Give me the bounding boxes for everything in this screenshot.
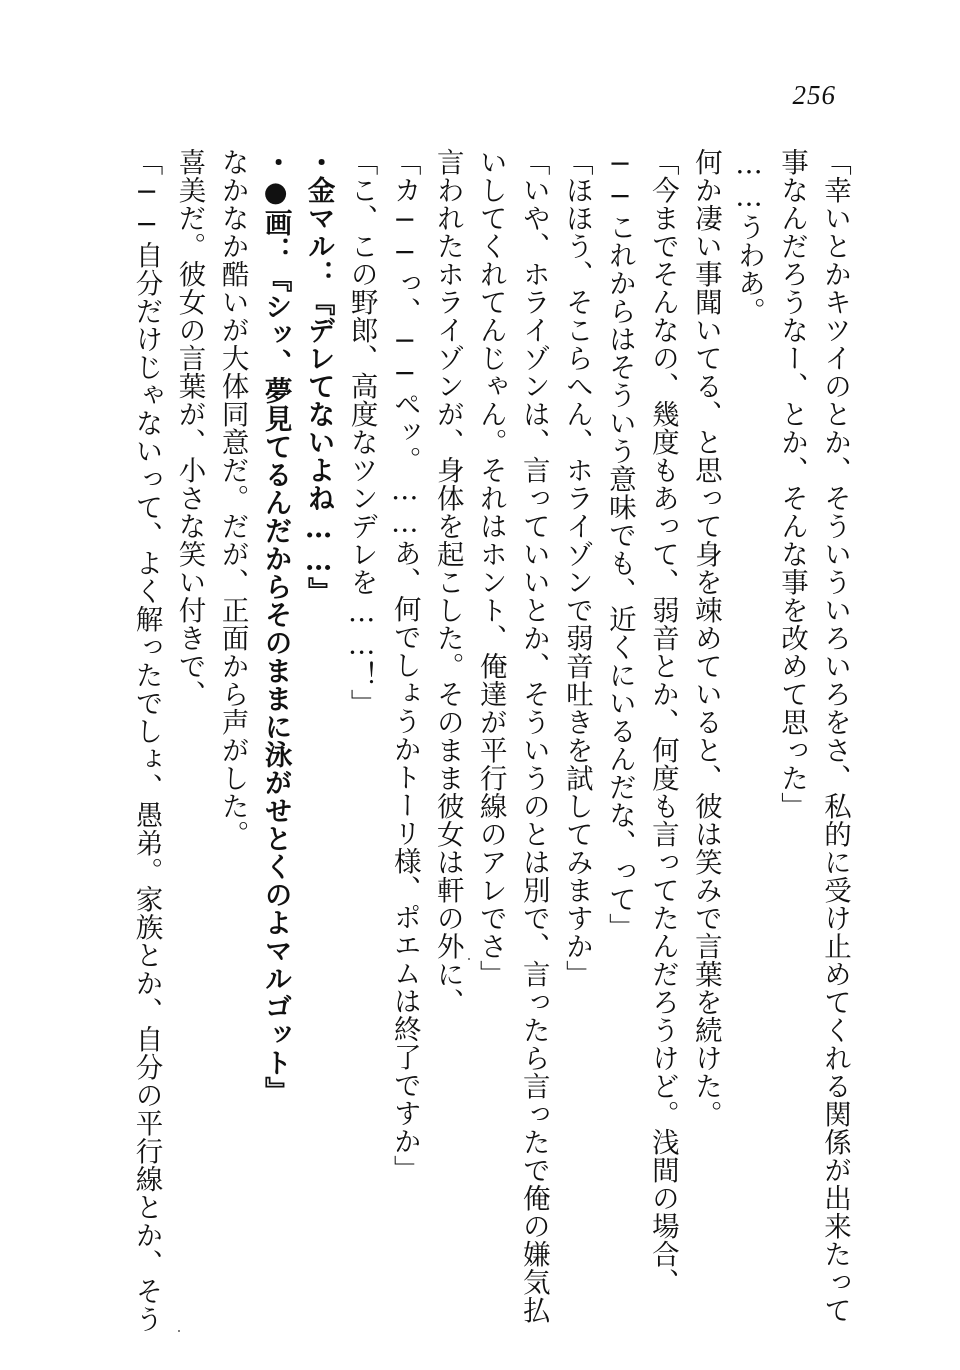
scan-speck <box>178 1330 180 1332</box>
text-line: 何か凄い事聞いてる、と思って身を竦めていると、彼は笑みで言葉を続けた。 <box>689 148 722 1128</box>
text-line: ……うわあ。 <box>732 148 765 325</box>
text-line: 「──自分だけじゃないって、よく解ったでしょ、愚弟。家族とか、自分の平行線とか、そう <box>130 148 163 1333</box>
text-line: 言われたホライゾンが、身体を起こした。そのまま彼女は軒の外に、 <box>431 148 464 1016</box>
chat-tag-line <box>302 148 335 1268</box>
chat-speaker-label: 金マル： <box>302 176 335 288</box>
text-line: 「ほほう、そこらへん、ホライゾンで弱音吐きを試してみますか」 <box>560 148 593 988</box>
chat-bullet: ・● <box>259 148 292 209</box>
text-line: 喜美だ。彼女の言葉が、小さな笑い付きで、 <box>173 148 206 708</box>
text-line: なかなか酷いが大体同意だ。だが、正面から声がした。 <box>216 148 249 848</box>
page-number: 256 <box>792 80 836 110</box>
text-line: 「こ、この野郎、高度なツンデレを……！」 <box>345 148 378 717</box>
text-line: 「幸いとかキツイのとか、そういういろいろをさ、私的に受け止めてくれる関係が出来たって <box>819 148 851 1324</box>
text-line: 「カ──っ、──ペッ。……あ、何でしょうかトーリ様、ポエムは終了ですか」 <box>388 148 421 1183</box>
chat-tag-line <box>259 148 292 1268</box>
chat-bullet: ・ <box>302 148 335 176</box>
text-line: ──これからはそういう意味でも、近くにいるんだな、って」 <box>603 148 636 941</box>
chat-speaker-label: 画： <box>259 208 292 265</box>
chat-message: 『シッ、夢見てるんだからそのままに泳がせとくのよマルゴット』 <box>259 264 292 1105</box>
text-line: 「今までそんなの、幾度もあって、弱音とか、何度も言ってたんだろうけど。浅間の場合、 <box>646 148 679 1296</box>
chat-message: 『デレてないよね……』 <box>302 288 335 605</box>
text-line: 「いや、ホライゾンは、言っていいとか、そういうのとは別で、言ったら言ったで俺の嫌気払 <box>517 148 550 1324</box>
text-line: 事なんだろうなー、とか、そんな事を改めて思った」 <box>775 148 808 820</box>
scan-speck <box>468 958 470 960</box>
vertical-text-block <box>130 148 851 1333</box>
text-line: いしてくれてんじゃん。それはホント、俺達が平行線のアレでさ」 <box>474 148 507 988</box>
